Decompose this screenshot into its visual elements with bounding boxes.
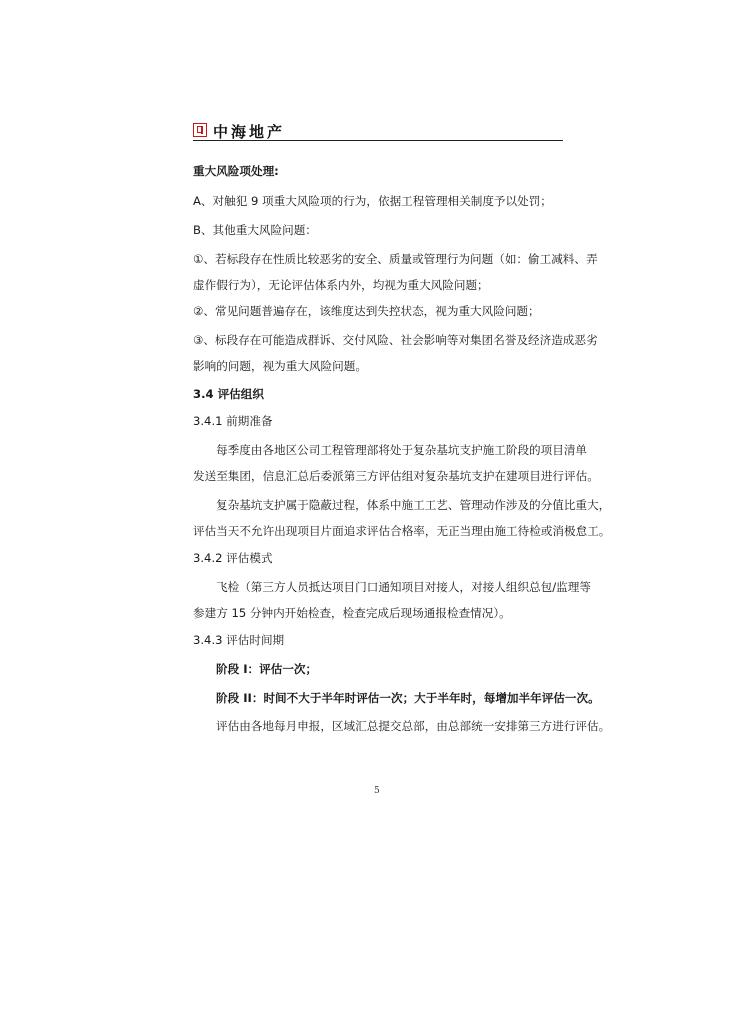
paragraph-line: ②、常见问题普遍存在，该维度达到失控状态，视为重大风险问题； [193,304,540,318]
paragraph-line: 评估由各地每月申报，区域汇总提交总部，由总部统一安排第三方进行评估。 [216,719,611,733]
section-heading: 3.4 评估组织 [193,387,264,401]
paragraph-line: 复杂基坑支护属于隐蔽过程，体系中施工工艺、管理动作涉及的分值比重大， [216,498,611,512]
paragraph-line: ③、标段存在可能造成群诉、交付风险、社会影响等对集团名誉及经济造成恶劣 [193,333,598,347]
paragraph-line: 飞检（第三方人员抵达项目门口通知项目对接人，对接人组织总包/监理等 [216,580,591,594]
paragraph-line: B、其他重大风险问题： [193,223,317,237]
header-rule [193,140,563,141]
subsection-heading: 3.4.2 评估模式 [193,551,273,565]
stage-two-line: 阶段 II：时间不大于半年时评估一次；大于半年时，每增加半年评估一次。 [216,691,600,705]
paragraph-line: 参建方 15 分钟内开始检查，检查完成后现场通报检查情况）。 [193,606,511,620]
company-logo-icon [193,123,207,137]
paragraph-line: 虚作假行为），无论评估体系内外，均视为重大风险问题； [193,278,489,292]
subsection-heading: 3.4.3 评估时间期 [193,633,285,647]
paragraph-line: A、对触犯 9 项重大风险项的行为，依据工程管理相关制度予以处罚； [193,194,552,208]
document-header [193,119,563,141]
heading-major-risk: 重大风险项处理: [193,164,279,178]
paragraph-line: 评估当天不允许出现项目片面追求评估合格率，无正当理由施工待检或消极怠工。 [193,524,611,538]
paragraph-line: ①、若标段存在性质比较恶劣的安全、质量或管理行为问题（如：偷工减料、弄 [193,252,598,266]
stage-one-line: 阶段 I：评估一次； [216,662,318,676]
company-brand-name: 中海地产 [213,123,286,141]
paragraph-line: 发送至集团，信息汇总后委派第三方评估组对复杂基坑支护在建项目进行评估。 [193,469,599,483]
page-number: 5 [374,786,380,796]
paragraph-line: 每季度由各地区公司工程管理部将处于复杂基坑支护施工阶段的项目清单 [216,443,588,457]
subsection-heading: 3.4.1 前期准备 [193,414,273,428]
paragraph-line: 影响的问题，视为重大风险问题。 [193,359,367,373]
